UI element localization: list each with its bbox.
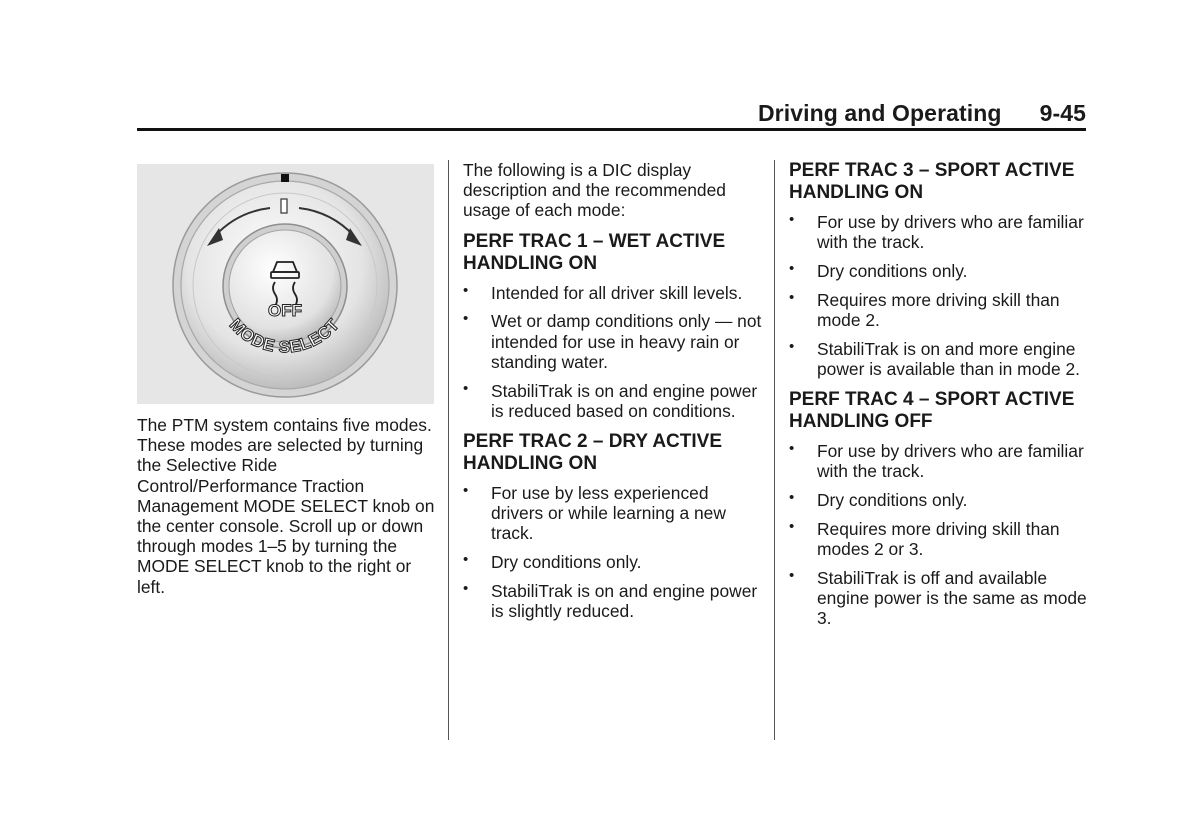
column-2 xyxy=(463,160,763,631)
list-item: • StabiliTrak is off and available engine power is the same as mode 3. xyxy=(789,568,1089,629)
mode2-list xyxy=(463,483,763,621)
list-item: • Dry conditions only. xyxy=(789,490,1089,510)
list-item: • StabiliTrak is on and more engine power is available than in mode 2. xyxy=(789,339,1089,379)
section-title: Driving and Operating xyxy=(757,100,1002,126)
list-item: • Requires more driving skill than modes 2 or 3. xyxy=(789,519,1089,559)
list-item: • For use by less experienced drivers or while learning a new track. xyxy=(463,483,763,544)
center-tick-icon xyxy=(281,199,287,213)
header-rule xyxy=(137,128,1086,131)
mode-select-knob-illustration xyxy=(137,164,434,404)
list-item: • For use by drivers who are familiar with the track. xyxy=(789,212,1089,252)
position-indicator-icon xyxy=(281,174,289,182)
off-label: OFF xyxy=(268,301,302,320)
mode-select-label-path: MODE SELECT xyxy=(225,314,344,357)
mode4-heading: PERF TRAC 4 – SPORT ACTIVE HANDLING OFF xyxy=(789,389,1075,433)
mode-select-knob-figure xyxy=(137,164,434,404)
column-1 xyxy=(137,160,435,597)
list-item: • Intended for all driver skill levels. xyxy=(463,283,763,303)
mode3-heading: PERF TRAC 3 – SPORT ACTIVE HANDLING ON xyxy=(789,160,1075,203)
page-number: 9-45 xyxy=(1039,100,1086,126)
list-item: • StabiliTrak is on and engine power is reduced based on conditions. xyxy=(463,381,763,421)
mode4-list xyxy=(789,441,1089,628)
ptm-description: The PTM system contains five modes. These modes are selected by turning the Selective Ride Control/Performance Traction Management MODE SELECT knob on the center console. Scroll up or down through modes 1–5 by turning the MODE SELECT knob to the right or left. xyxy=(137,415,435,597)
column-divider xyxy=(774,160,775,740)
mode2-heading: PERF TRAC 2 – DRY ACTIVE HANDLING ON xyxy=(463,431,723,475)
mode1-heading: PERF TRAC 1 – WET ACTIVE HANDLING ON xyxy=(463,230,726,274)
list-item: • StabiliTrak is on and engine power is slightly reduced. xyxy=(463,581,763,621)
list-item: • Dry conditions only. xyxy=(789,261,1089,281)
mode1-list xyxy=(463,283,763,421)
list-item: • Wet or damp conditions only — not intended for use in heavy rain or standing water. xyxy=(463,311,763,372)
list-item: • For use by drivers who are familiar with the track. xyxy=(789,441,1089,481)
column-3 xyxy=(789,160,1089,639)
page-header xyxy=(730,100,1086,127)
list-item: • Dry conditions only. xyxy=(463,552,763,572)
list-item: • Requires more driving skill than mode 2. xyxy=(789,290,1089,330)
dic-intro: The following is a DIC display description and the recommended usage of each mode: xyxy=(463,160,726,221)
column-divider xyxy=(448,160,449,740)
mode3-list xyxy=(789,212,1089,379)
